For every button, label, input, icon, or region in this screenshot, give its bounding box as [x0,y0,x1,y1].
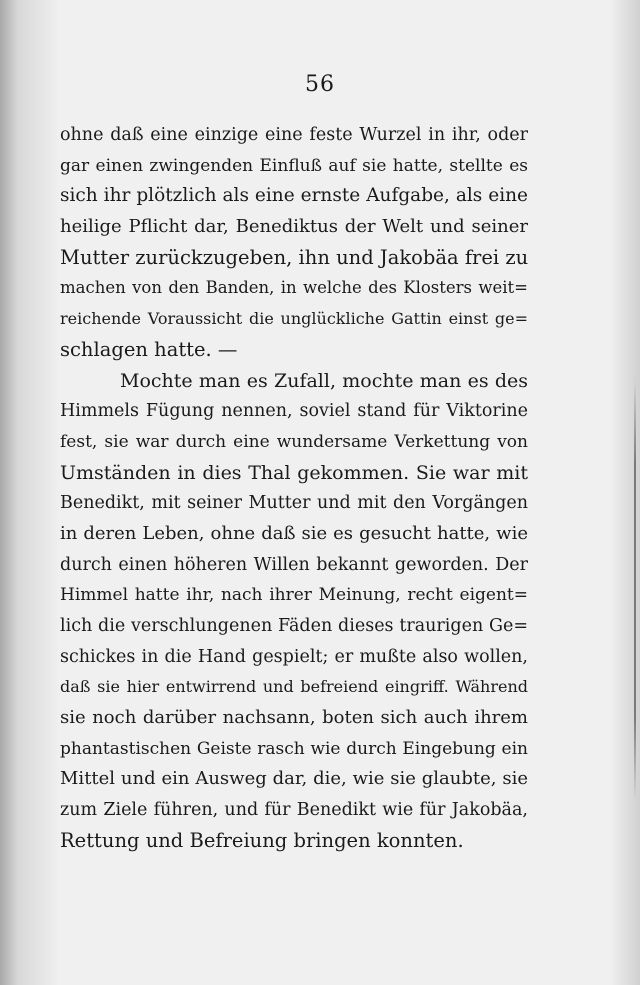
text-line: Mittel und ein Ausweg dar, die, wie sie glaubte, sie [60,768,528,790]
text-line: reichende Voraussicht die unglückliche Gattin einst ge= [60,309,528,329]
text-line: lich die verschlungenen Fäden dieses traurigen Ge= [60,616,528,636]
text-line: Mutter zurückzugeben, ihn und Jakobäa frei zu [60,245,528,269]
text-line: in deren Leben, ohne daß sie es gesucht hatte, wie [60,522,528,544]
text-line: heilige Pflicht dar, Benediktus der Welt und seiner [60,216,528,238]
text-line: zum Ziele führen, und für Benedikt wie für Jakobäa, [60,800,528,821]
text-line: phantastischen Geiste rasch wie durch Eingebung ein [60,738,528,759]
text-line: sie noch darüber nachsann, boten sich auch ihrem [60,707,528,729]
page-edge-shadow [634,380,636,800]
text-line: gar einen zwingenden Einfluß auf sie hatte, stellte es [60,155,528,176]
text-line: Himmels Fügung nennen, soviel stand für Viktorine [60,401,528,422]
page-number: 56 [305,72,335,97]
text-line: Umständen in dies Thal gekommen. Sie war mit [60,461,528,484]
text-line: Himmel hatte ihr, nach ihrer Meinung, recht eigent= [60,585,528,606]
text-line: Rettung und Befreiung bringen konnten. [60,828,464,852]
text-line: schickes in die Hand gespielt; er mußte also wollen, [60,646,528,667]
text-line: daß sie hier entwirrend und befreiend eingriff. Während [60,677,528,697]
text-line: durch einen höheren Willen bekannt geworden. Der [60,554,528,575]
text-line: fest, sie war durch eine wundersame Verkettung von [60,431,528,452]
text-line: Mochte man es Zufall, mochte man es des [120,369,528,392]
text-line: sich ihr plötzlich als eine ernste Aufgabe, als eine [60,185,528,207]
text-line: Benedikt, mit seiner Mutter und mit den Vorgängen [60,493,528,514]
body-text [60,120,528,857]
text-line: ohne daß eine einzige eine feste Wurzel in ihr, oder [60,125,528,145]
text-line: schlagen hatte. — [60,337,238,361]
text-line: machen von den Banden, in welche des Klosters weit= [60,278,528,298]
